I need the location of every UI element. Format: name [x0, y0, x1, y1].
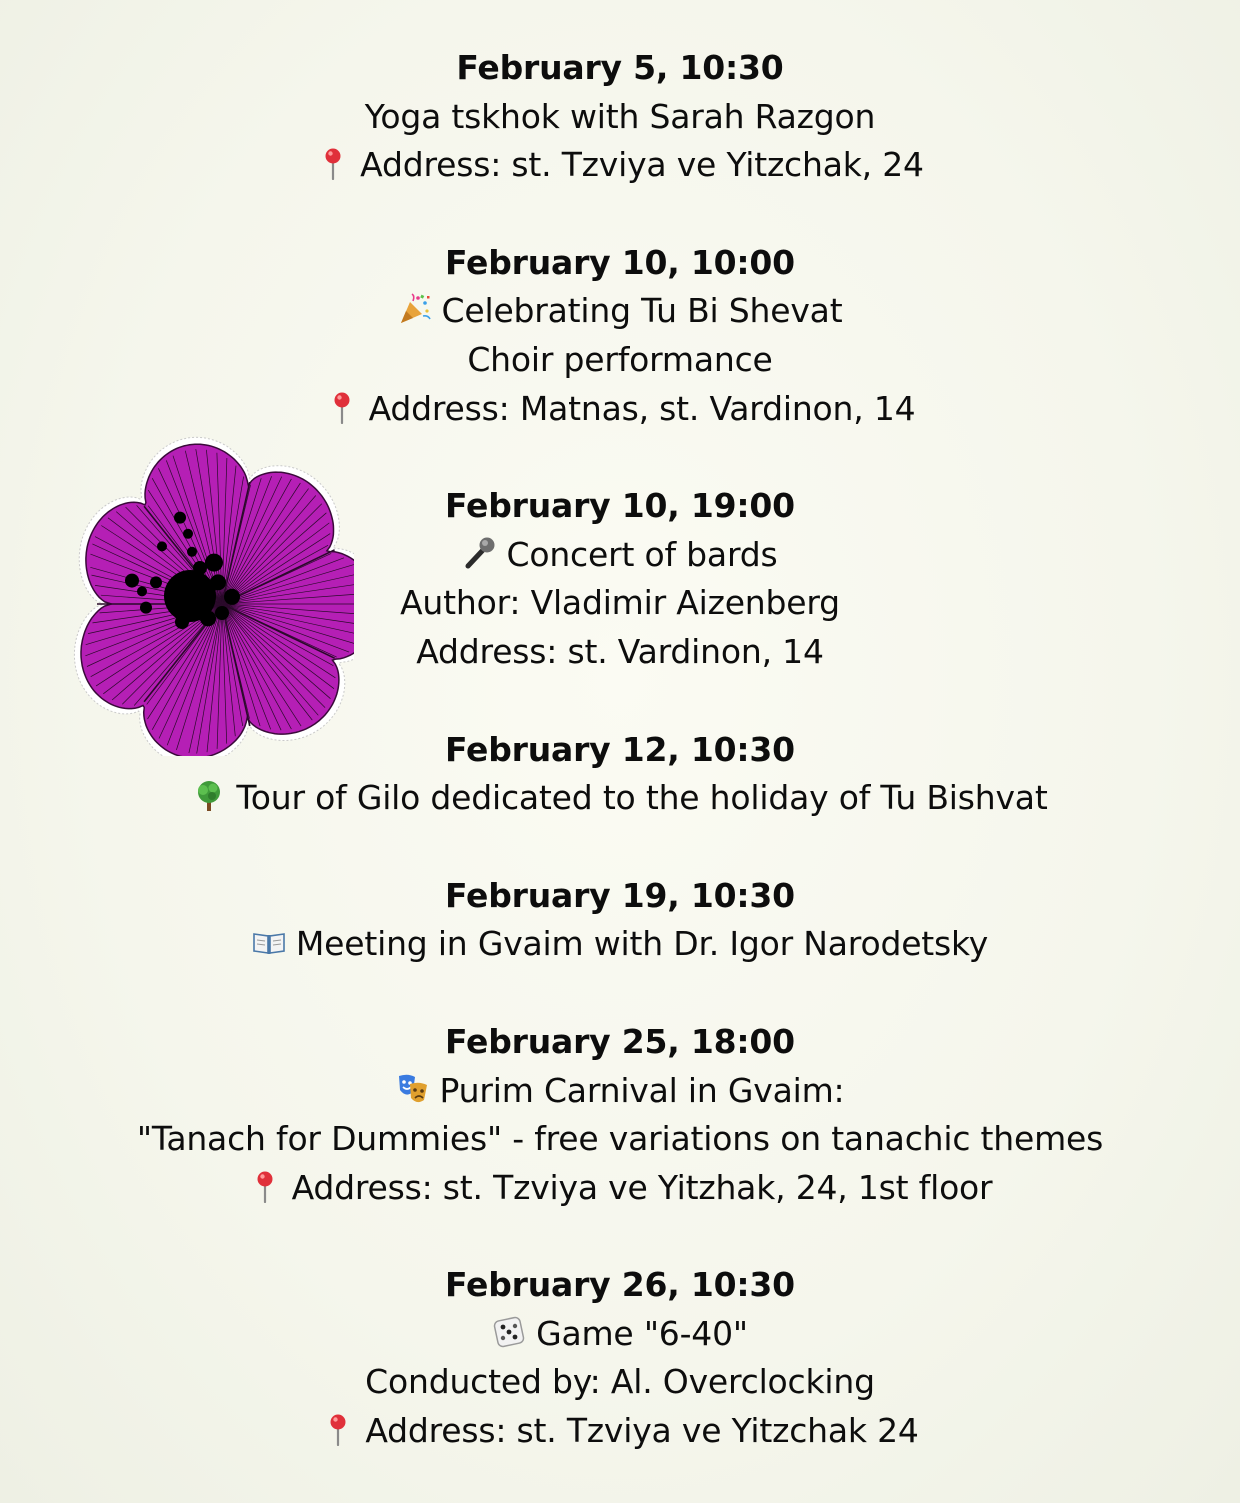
event-item: [0, 239, 1240, 433]
event-date: February 5, 10:30: [456, 48, 784, 87]
event-detail-line: [0, 385, 1240, 434]
event-detail-text: Yoga tskhok with Sarah Razgon: [364, 96, 876, 136]
event-detail-text: Tour of Gilo dedicated to the holiday of Tu Bishvat: [236, 778, 1048, 818]
event-detail-line: [0, 628, 1240, 677]
event-schedule: [0, 44, 1240, 1456]
event-detail-line: [0, 336, 1240, 385]
event-detail-line: [0, 1407, 1240, 1456]
event-detail-line: [0, 531, 1240, 580]
event-item: [0, 726, 1240, 823]
event-detail-line: [0, 141, 1240, 190]
event-item: [0, 1261, 1240, 1455]
event-item: [0, 44, 1240, 190]
event-detail-line: [0, 93, 1240, 142]
event-detail-text: Address: Matnas, st. Vardinon, 14: [368, 388, 916, 428]
event-detail-line: [0, 1358, 1240, 1407]
pin-icon: [325, 390, 359, 424]
event-detail-line: [0, 1164, 1240, 1213]
event-detail-text: Purim Carnival in Gvaim:: [439, 1070, 845, 1110]
event-detail-text: Address: st. Tzviya ve Yitzchak 24: [365, 1411, 919, 1451]
event-date: February 26, 10:30: [445, 1265, 795, 1305]
event-date: February 10, 19:00: [445, 486, 795, 526]
event-detail-line: [0, 920, 1240, 969]
event-date: February 19, 10:30: [445, 875, 795, 915]
event-detail-text: Address: st. Tzviya ve Yitzhak, 24, 1st floor: [291, 1167, 993, 1207]
event-detail-line: [0, 1310, 1240, 1359]
event-detail-text: Address: st. Vardinon, 14: [416, 631, 824, 671]
event-item: [0, 872, 1240, 969]
event-detail-text: Conducted by: Al. Overclocking: [365, 1362, 875, 1402]
dice-icon: [492, 1315, 526, 1349]
pin-icon: [248, 1169, 282, 1203]
event-detail-line: [0, 287, 1240, 336]
event-date: February 10, 10:00: [445, 242, 795, 282]
theater-masks-icon: [396, 1072, 430, 1106]
event-detail-text: Address: st. Tzviya ve Yitzchak, 24: [360, 145, 924, 185]
event-item: [0, 482, 1240, 676]
event-detail-text: Author: Vladimir Aizenberg: [400, 583, 840, 623]
event-date: February 25, 18:00: [445, 1021, 795, 1061]
event-detail-text: Game "6-40": [536, 1313, 748, 1353]
tree-icon: [192, 779, 226, 813]
event-detail-line: [0, 774, 1240, 823]
event-detail-text: Celebrating Tu Bi Shevat: [441, 291, 843, 331]
event-detail-text: "Tanach for Dummies" - free variations on tanachic themes: [136, 1119, 1104, 1159]
open-book-icon: [252, 925, 286, 959]
event-detail-text: Meeting in Gvaim with Dr. Igor Narodetsky: [295, 924, 989, 964]
event-date: February 12, 10:30: [445, 729, 795, 769]
pin-icon: [316, 146, 350, 180]
pin-icon: [321, 1412, 355, 1446]
event-detail-line: [0, 1115, 1240, 1164]
microphone-icon: [463, 536, 497, 570]
event-detail-text: Concert of bards: [506, 534, 778, 574]
event-detail-line: [0, 1067, 1240, 1116]
event-detail-text: Choir performance: [467, 339, 773, 379]
party-popper-icon: [398, 292, 432, 326]
event-item: [0, 1018, 1240, 1212]
event-detail-line: [0, 579, 1240, 628]
